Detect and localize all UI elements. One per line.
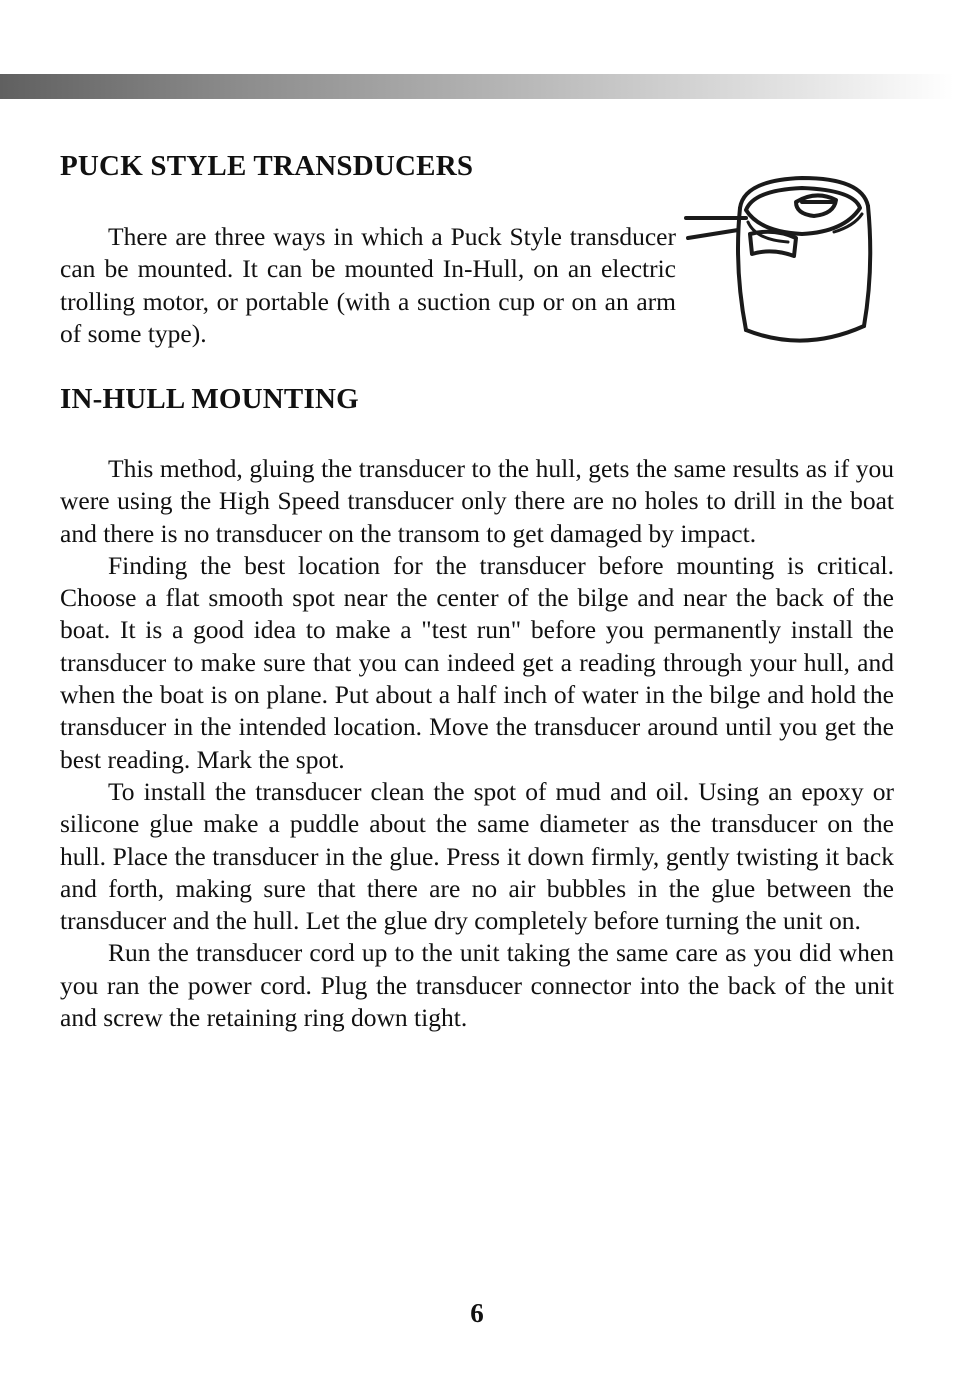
in-hull-body: [60, 453, 894, 1034]
intro-paragraph: There are three ways in which a Puck Style transducer can be mounted. It can be mounted In-Hull, on an electric trolling motor, or portable (with a suction cup or on an arm of some type).: [60, 222, 676, 348]
section-title-puck-style-transducers: PUCK STYLE TRANSDUCERS: [60, 150, 474, 182]
header-gradient-bar: [0, 74, 954, 99]
paragraph-finding-location: Finding the best location for the transducer before mounting is critical. Choose a flat smooth spot near the center of the bilge and near the back of the boat. It is a good idea to make a "test run" before you permanently install the transducer to make sure that you can indeed get a reading through your hull, and when the boat is on plane. Put about a half inch of water in the bilge and hold the transducer in the intended location. Move the transducer around until you get the best reading. Mark the spot.: [60, 550, 894, 774]
puck-transducer-icon: [684, 168, 884, 358]
page-number: 6: [470, 1298, 484, 1328]
paragraph-install-steps: To install the transducer clean the spot of mud and oil. Using an epoxy or silicone glue make a puddle about the same diameter as the transducer on the hull. Place the transducer in the glue. Press it down firmly, gently twisting it back and forth, making sure that there are no air bubbles in the glue between the transducer and the hull. Let the glue dry completely before turning the unit on.: [60, 776, 894, 936]
section-title-in-hull-mounting: IN-HULL MOUNTING: [60, 383, 359, 415]
paragraph-gluing-method: This method, gluing the transducer to the hull, gets the same results as if you were using the High Speed transducer only there are no holes to drill in the boat and there is no transducer on the transom to get damaged by impact.: [60, 454, 894, 548]
paragraph-run-cord: Run the transducer cord up to the unit taking the same care as you did when you ran the power cord. Plug the transducer connector into the back of the unit and screw the retaining ring down tight.: [60, 938, 894, 1033]
